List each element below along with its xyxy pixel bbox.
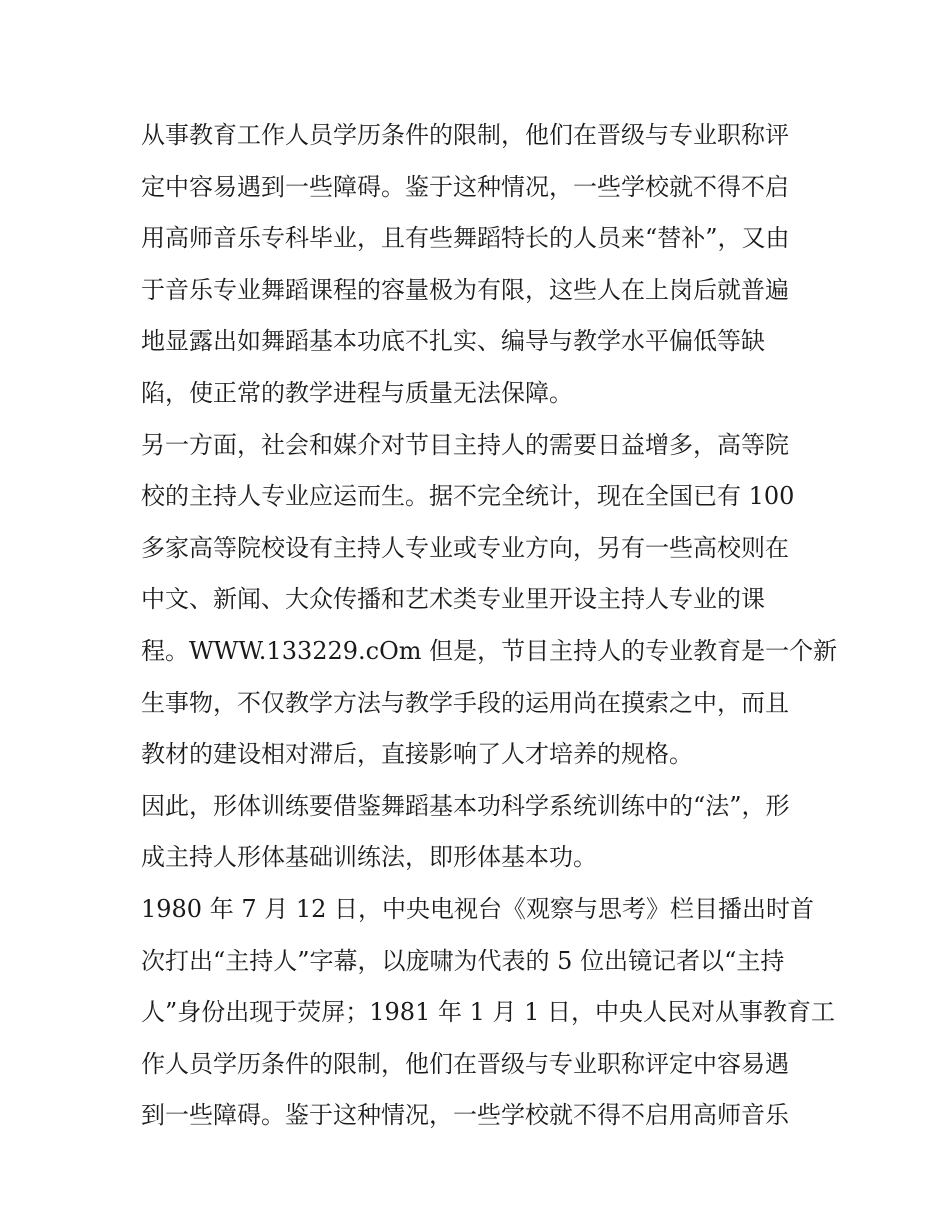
text-line: 用高师音乐专科毕业，且有些舞蹈特长的人员来“替补”，又由	[141, 224, 790, 253]
text-line: 中文、新闻、大众传播和艺术类专业里开设主持人专业的课	[141, 585, 765, 614]
text-line: 另一方面，社会和媒介对节目主持人的需要日益增多，高等院	[141, 430, 789, 459]
text-line: 校的主持人专业应运而生。据不完全统计，现在全国已有 100	[141, 482, 795, 511]
text-line: 1980 年 7 月 12 日，中央电视台《观察与思考》栏目播出时首	[141, 894, 815, 923]
text-line: 多家高等院校设有主持人专业或专业方向，另有一些高校则在	[141, 533, 789, 562]
text-line: 定中容易遇到一些障碍。鉴于这种情况，一些学校就不得不启	[141, 172, 789, 201]
text-line: 生事物，不仅教学方法与教学手段的运用尚在摸索之中，而且	[141, 688, 789, 717]
text-line: 因此，形体训练要借鉴舞蹈基本功科学系统训练中的“法”，形	[141, 791, 790, 820]
text-line: 人”身份出现于荧屏；1981 年 1 月 1 日，中央人民对从事教育工	[141, 998, 836, 1027]
body-text	[141, 110, 838, 1142]
text-line: 教材的建设相对滞后，直接影响了人才培养的规格。	[141, 740, 693, 769]
text-line: 陷，使正常的教学进程与质量无法保障。	[141, 378, 573, 407]
text-line: 成主持人形体基础训练法，即形体基本功。	[141, 843, 597, 872]
text-line: 程。WWW.133229.cOm 但是，节目主持人的专业教育是一个新	[141, 636, 838, 665]
text-line: 地显露出如舞蹈基本功底不扎实、编导与教学水平偏低等缺	[141, 327, 765, 356]
text-line: 到一些障碍。鉴于这种情况，一些学校就不得不启用高师音乐	[141, 1101, 789, 1130]
text-line: 于音乐专业舞蹈课程的容量极为有限，这些人在上岗后就普遍	[141, 275, 789, 304]
text-line: 作人员学历条件的限制，他们在晋级与专业职称评定中容易遇	[141, 1049, 789, 1078]
text-line: 次打出“主持人”字幕，以庞啸为代表的 5 位出镜记者以“主持	[141, 946, 785, 975]
text-line: 从事教育工作人员学历条件的限制，他们在晋级与专业职称评	[141, 121, 789, 149]
